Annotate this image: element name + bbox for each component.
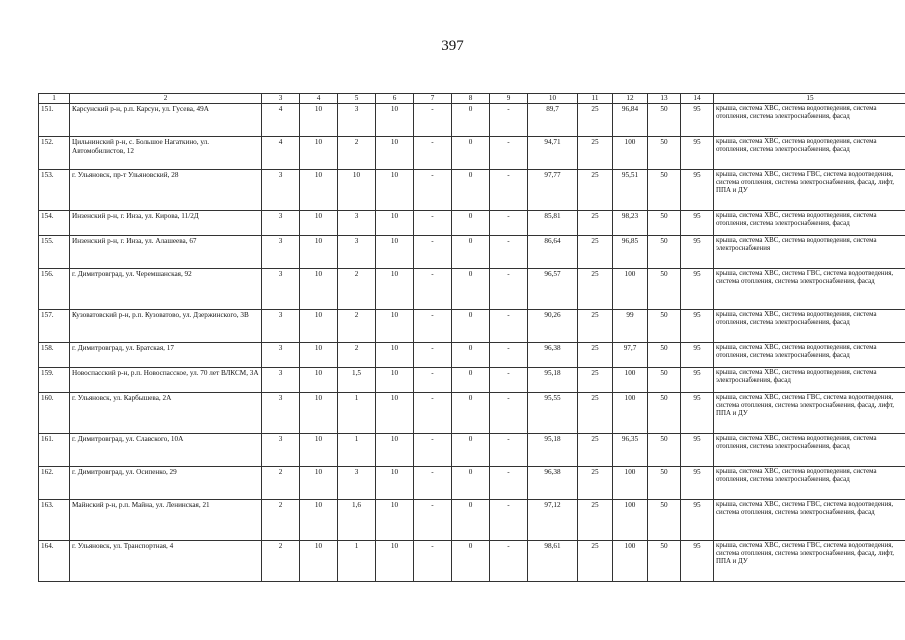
c14-cell: 95	[681, 104, 714, 137]
floors-cell: 3	[262, 236, 300, 269]
address-cell: г. Димитровград, ул. Славского, 10А	[70, 434, 262, 467]
c7-cell: -	[414, 236, 452, 269]
table-row	[39, 310, 905, 343]
table-row	[39, 211, 905, 236]
c14-cell: 95	[681, 500, 714, 541]
c6-cell: 10	[376, 467, 414, 500]
header-row	[39, 94, 905, 104]
buildings-table	[38, 93, 905, 582]
c4-cell: 10	[300, 500, 338, 541]
c9-cell: -	[490, 541, 528, 582]
table-row	[39, 368, 905, 393]
c14-cell: 95	[681, 170, 714, 211]
c11-cell: 25	[578, 500, 613, 541]
c6-cell: 10	[376, 434, 414, 467]
floors-cell: 3	[262, 211, 300, 236]
floors-cell: 4	[262, 104, 300, 137]
c9-cell: -	[490, 310, 528, 343]
c13-cell: 50	[648, 137, 681, 170]
c5-cell: 2	[338, 343, 376, 368]
table-row	[39, 500, 905, 541]
c8-cell: 0	[452, 310, 490, 343]
c5-cell: 2	[338, 310, 376, 343]
c14-cell: 95	[681, 211, 714, 236]
c12-cell: 100	[613, 541, 648, 582]
c6-cell: 10	[376, 269, 414, 310]
c10-cell: 86,64	[528, 236, 578, 269]
c12-cell: 97,7	[613, 343, 648, 368]
c5-cell: 3	[338, 236, 376, 269]
c7-cell: -	[414, 434, 452, 467]
c8-cell: 0	[452, 467, 490, 500]
c12-cell: 100	[613, 393, 648, 434]
column-header: 7	[414, 94, 452, 104]
address-cell: Инзенский р-н, г. Инза, ул. Кирова, 11/2Д	[70, 211, 262, 236]
c13-cell: 50	[648, 170, 681, 211]
c10-cell: 95,55	[528, 393, 578, 434]
c10-cell: 95,18	[528, 434, 578, 467]
column-header: 11	[578, 94, 613, 104]
c10-cell: 97,77	[528, 170, 578, 211]
c8-cell: 0	[452, 269, 490, 310]
c7-cell: -	[414, 137, 452, 170]
floors-cell: 2	[262, 541, 300, 582]
c10-cell: 89,7	[528, 104, 578, 137]
column-header: 13	[648, 94, 681, 104]
column-header: 5	[338, 94, 376, 104]
c6-cell: 10	[376, 541, 414, 582]
c6-cell: 10	[376, 170, 414, 211]
c10-cell: 96,38	[528, 343, 578, 368]
c13-cell: 50	[648, 211, 681, 236]
column-header: 6	[376, 94, 414, 104]
c13-cell: 50	[648, 393, 681, 434]
row-number-cell: 156.	[39, 269, 70, 310]
floors-cell: 4	[262, 137, 300, 170]
table-row	[39, 343, 905, 368]
c6-cell: 10	[376, 236, 414, 269]
address-cell: Майнский р-н, р.п. Майна, ул. Ленинская, 21	[70, 500, 262, 541]
address-cell: Новоспасский р-н, р.п. Новоспасское, ул. 70 лет ВЛКСМ, 3А	[70, 368, 262, 393]
c13-cell: 50	[648, 343, 681, 368]
c4-cell: 10	[300, 310, 338, 343]
table-row	[39, 393, 905, 434]
c7-cell: -	[414, 467, 452, 500]
floors-cell: 3	[262, 343, 300, 368]
c13-cell: 50	[648, 310, 681, 343]
floors-cell: 2	[262, 500, 300, 541]
c11-cell: 25	[578, 170, 613, 211]
c7-cell: -	[414, 170, 452, 211]
c11-cell: 25	[578, 368, 613, 393]
c6-cell: 10	[376, 137, 414, 170]
table-row	[39, 170, 905, 211]
column-header: 4	[300, 94, 338, 104]
c4-cell: 10	[300, 343, 338, 368]
works-list-cell: крыша, система ХВС, система водоотведения, система электроснабжения, фасад	[714, 368, 905, 393]
c7-cell: -	[414, 541, 452, 582]
c4-cell: 10	[300, 467, 338, 500]
c12-cell: 100	[613, 368, 648, 393]
c8-cell: 0	[452, 236, 490, 269]
c12-cell: 99	[613, 310, 648, 343]
c5-cell: 1,5	[338, 368, 376, 393]
c5-cell: 10	[338, 170, 376, 211]
c4-cell: 10	[300, 269, 338, 310]
c14-cell: 95	[681, 137, 714, 170]
column-header: 9	[490, 94, 528, 104]
floors-cell: 3	[262, 393, 300, 434]
address-cell: Цильнинский р-н, с. Большое Нагаткино, ул. Автомобилистов, 12	[70, 137, 262, 170]
column-header: 8	[452, 94, 490, 104]
c9-cell: -	[490, 500, 528, 541]
c9-cell: -	[490, 211, 528, 236]
column-header: 12	[613, 94, 648, 104]
c12-cell: 96,85	[613, 236, 648, 269]
c14-cell: 95	[681, 269, 714, 310]
c11-cell: 25	[578, 310, 613, 343]
floors-cell: 2	[262, 467, 300, 500]
c12-cell: 96,35	[613, 434, 648, 467]
floors-cell: 3	[262, 434, 300, 467]
c11-cell: 25	[578, 393, 613, 434]
table-row	[39, 137, 905, 170]
c6-cell: 10	[376, 211, 414, 236]
c7-cell: -	[414, 343, 452, 368]
c12-cell: 100	[613, 137, 648, 170]
c5-cell: 2	[338, 269, 376, 310]
works-list-cell: крыша, система ХВС, система водоотведения, система отопления, система электроснабжения, фасад	[714, 310, 905, 343]
address-cell: Кузоватовский р-н, р.п. Кузоватово, ул. Дзержинского, 3В	[70, 310, 262, 343]
c13-cell: 50	[648, 269, 681, 310]
floors-cell: 3	[262, 170, 300, 211]
c13-cell: 50	[648, 368, 681, 393]
c5-cell: 1	[338, 393, 376, 434]
row-number-cell: 162.	[39, 467, 70, 500]
c6-cell: 10	[376, 393, 414, 434]
c13-cell: 50	[648, 541, 681, 582]
c5-cell: 3	[338, 467, 376, 500]
c9-cell: -	[490, 343, 528, 368]
c5-cell: 2	[338, 137, 376, 170]
c9-cell: -	[490, 269, 528, 310]
c7-cell: -	[414, 310, 452, 343]
works-list-cell: крыша, система ХВС, система водоотведения, система отопления, система электроснабжения, фасад	[714, 434, 905, 467]
c11-cell: 25	[578, 269, 613, 310]
c4-cell: 10	[300, 137, 338, 170]
c6-cell: 10	[376, 104, 414, 137]
c4-cell: 10	[300, 541, 338, 582]
c9-cell: -	[490, 368, 528, 393]
c13-cell: 50	[648, 500, 681, 541]
c5-cell: 3	[338, 211, 376, 236]
c11-cell: 25	[578, 434, 613, 467]
c7-cell: -	[414, 393, 452, 434]
column-header: 2	[70, 94, 262, 104]
table-row	[39, 236, 905, 269]
c10-cell: 90,26	[528, 310, 578, 343]
table-row	[39, 541, 905, 582]
row-number-cell: 154.	[39, 211, 70, 236]
c9-cell: -	[490, 393, 528, 434]
address-cell: г. Ульяновск, ул. Транспортная, 4	[70, 541, 262, 582]
row-number-cell: 158.	[39, 343, 70, 368]
c9-cell: -	[490, 104, 528, 137]
c12-cell: 100	[613, 467, 648, 500]
works-list-cell: крыша, система ХВС, система водоотведения, система отопления, система электроснабжения, фасад	[714, 137, 905, 170]
c11-cell: 25	[578, 541, 613, 582]
row-number-cell: 159.	[39, 368, 70, 393]
c12-cell: 98,23	[613, 211, 648, 236]
c4-cell: 10	[300, 236, 338, 269]
c14-cell: 95	[681, 434, 714, 467]
works-list-cell: крыша, система ХВС, система водоотведения, система отопления, система электроснабжения, фасад	[714, 211, 905, 236]
c8-cell: 0	[452, 343, 490, 368]
c8-cell: 0	[452, 368, 490, 393]
c4-cell: 10	[300, 104, 338, 137]
c7-cell: -	[414, 269, 452, 310]
c14-cell: 95	[681, 368, 714, 393]
c11-cell: 25	[578, 211, 613, 236]
c12-cell: 95,51	[613, 170, 648, 211]
c5-cell: 1	[338, 541, 376, 582]
c14-cell: 95	[681, 343, 714, 368]
column-header: 15	[714, 94, 905, 104]
c14-cell: 95	[681, 236, 714, 269]
c8-cell: 0	[452, 211, 490, 236]
c8-cell: 0	[452, 541, 490, 582]
c13-cell: 50	[648, 236, 681, 269]
c8-cell: 0	[452, 137, 490, 170]
works-list-cell: крыша, система ХВС, система ГВС, система водоотведения, система отопления, система электроснабжения, фасад, лифт, ППА и ДУ	[714, 541, 905, 582]
c8-cell: 0	[452, 393, 490, 434]
table-row	[39, 104, 905, 137]
c6-cell: 10	[376, 500, 414, 541]
c10-cell: 85,81	[528, 211, 578, 236]
table-row	[39, 434, 905, 467]
c4-cell: 10	[300, 368, 338, 393]
c9-cell: -	[490, 137, 528, 170]
works-list-cell: крыша, система ХВС, система ГВС, система водоотведения, система отопления, система электроснабжения, фасад, лифт, ППА и ДУ	[714, 393, 905, 434]
address-cell: г. Димитровград, ул. Осипенко, 29	[70, 467, 262, 500]
c5-cell: 1	[338, 434, 376, 467]
works-list-cell: крыша, система ХВС, система ГВС, система водоотведения, система отопления, система электроснабжения, фасад, лифт, ППА и ДУ	[714, 170, 905, 211]
table-row	[39, 269, 905, 310]
column-header: 3	[262, 94, 300, 104]
floors-cell: 3	[262, 269, 300, 310]
c11-cell: 25	[578, 104, 613, 137]
address-cell: Карсунский р-н, р.п. Карсун, ул. Гусева, 49А	[70, 104, 262, 137]
c10-cell: 94,71	[528, 137, 578, 170]
c14-cell: 95	[681, 467, 714, 500]
row-number-cell: 160.	[39, 393, 70, 434]
c12-cell: 96,84	[613, 104, 648, 137]
column-header: 14	[681, 94, 714, 104]
c10-cell: 98,61	[528, 541, 578, 582]
c8-cell: 0	[452, 170, 490, 211]
address-cell: г. Димитровград, ул. Черемшанская, 92	[70, 269, 262, 310]
c9-cell: -	[490, 170, 528, 211]
address-cell: г. Ульяновск, пр-т Ульяновский, 28	[70, 170, 262, 211]
c11-cell: 25	[578, 137, 613, 170]
c9-cell: -	[490, 434, 528, 467]
c12-cell: 100	[613, 500, 648, 541]
table-row	[39, 467, 905, 500]
floors-cell: 3	[262, 368, 300, 393]
c10-cell: 97,12	[528, 500, 578, 541]
c13-cell: 50	[648, 104, 681, 137]
c4-cell: 10	[300, 434, 338, 467]
c5-cell: 3	[338, 104, 376, 137]
c12-cell: 100	[613, 269, 648, 310]
column-header: 1	[39, 94, 70, 104]
row-number-cell: 164.	[39, 541, 70, 582]
c7-cell: -	[414, 211, 452, 236]
works-list-cell: крыша, система ХВС, система водоотведения, система отопления, система электроснабжения, фасад	[714, 104, 905, 137]
row-number-cell: 152.	[39, 137, 70, 170]
address-cell: г. Димитровград, ул. Братская, 17	[70, 343, 262, 368]
c7-cell: -	[414, 104, 452, 137]
row-number-cell: 151.	[39, 104, 70, 137]
c8-cell: 0	[452, 434, 490, 467]
c4-cell: 10	[300, 170, 338, 211]
c10-cell: 95,18	[528, 368, 578, 393]
c4-cell: 10	[300, 393, 338, 434]
c11-cell: 25	[578, 467, 613, 500]
c11-cell: 25	[578, 236, 613, 269]
row-number-cell: 153.	[39, 170, 70, 211]
c9-cell: -	[490, 467, 528, 500]
c14-cell: 95	[681, 541, 714, 582]
c6-cell: 10	[376, 368, 414, 393]
row-number-cell: 157.	[39, 310, 70, 343]
c11-cell: 25	[578, 343, 613, 368]
page-number: 397	[441, 38, 464, 54]
c14-cell: 95	[681, 393, 714, 434]
column-header: 10	[528, 94, 578, 104]
works-list-cell: крыша, система ХВС, система водоотведения, система отопления, система электроснабжения, фасад	[714, 343, 905, 368]
address-cell: Инзенский р-н, г. Инза, ул. Алашеева, 67	[70, 236, 262, 269]
c7-cell: -	[414, 500, 452, 541]
c5-cell: 1,6	[338, 500, 376, 541]
row-number-cell: 163.	[39, 500, 70, 541]
c6-cell: 10	[376, 343, 414, 368]
c13-cell: 50	[648, 467, 681, 500]
row-number-cell: 161.	[39, 434, 70, 467]
c8-cell: 0	[452, 104, 490, 137]
c8-cell: 0	[452, 500, 490, 541]
floors-cell: 3	[262, 310, 300, 343]
c10-cell: 96,57	[528, 269, 578, 310]
c10-cell: 96,38	[528, 467, 578, 500]
c9-cell: -	[490, 236, 528, 269]
works-list-cell: крыша, система ХВС, система ГВС, система водоотведения, система отопления, система электроснабжения, фасад	[714, 269, 905, 310]
works-list-cell: крыша, система ХВС, система водоотведения, система отопления, система электроснабжения, фасад	[714, 467, 905, 500]
works-list-cell: крыша, система ХВС, система водоотведения, система электроснабжения	[714, 236, 905, 269]
c7-cell: -	[414, 368, 452, 393]
c6-cell: 10	[376, 310, 414, 343]
c14-cell: 95	[681, 310, 714, 343]
c4-cell: 10	[300, 211, 338, 236]
row-number-cell: 155.	[39, 236, 70, 269]
works-list-cell: крыша, система ХВС, система ГВС, система водоотведения, система отопления, система электроснабжения, фасад	[714, 500, 905, 541]
address-cell: г. Ульяновск, ул. Карбышева, 2А	[70, 393, 262, 434]
c13-cell: 50	[648, 434, 681, 467]
